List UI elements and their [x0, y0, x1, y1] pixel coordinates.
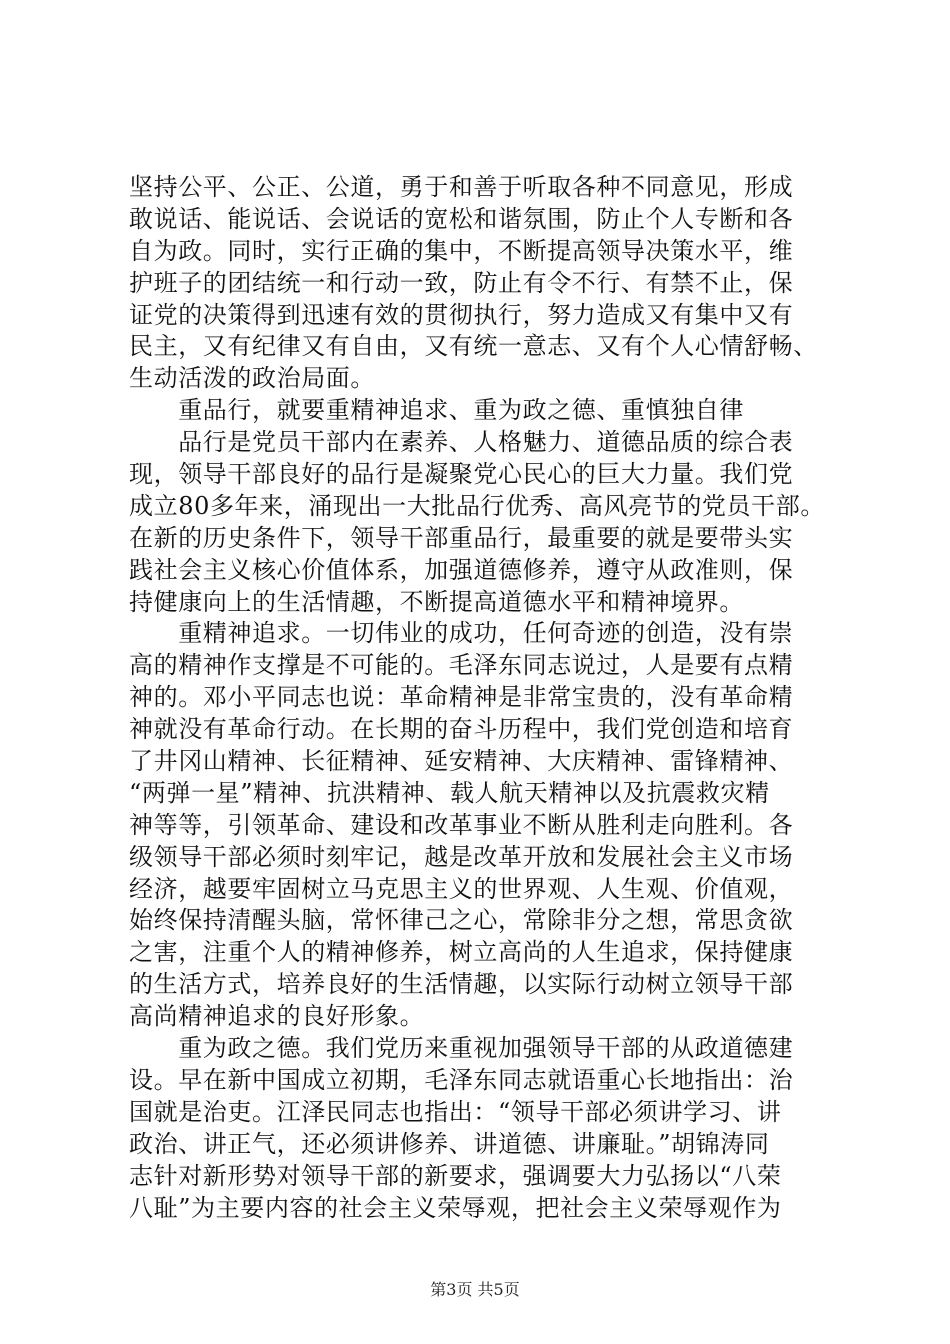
text-line: 重精神追求。一切伟业的成功，任何奇迹的创造，没有崇 [129, 619, 794, 648]
text-line: 级领导干部必须时刻牢记，越是改革开放和发展社会主义市场 [129, 842, 794, 871]
text-line: 神就没有革命行动。在长期的奋斗历程中，我们党创造和培育 [129, 715, 794, 744]
text-line: 设。早在新中国成立初期，毛泽东同志就语重心长地指出：治 [129, 1065, 794, 1094]
text-line: 民主，又有纪律又有自由，又有统一意志、又有个人心情舒畅、 [129, 332, 818, 361]
text-line: 政治、讲正气，还必须讲修养、讲道德、讲廉耻。”胡锦涛同 [129, 1129, 770, 1158]
text-line: 八耻”为主要内容的社会主义荣辱观，把社会主义荣辱观作为 [129, 1193, 782, 1222]
text-line: 神的。邓小平同志也说：革命精神是非常宝贵的，没有革命精 [129, 683, 794, 712]
text-line: 高尚精神追求的良好形象。 [129, 1002, 425, 1031]
text-line: 现，领导干部良好的品行是凝聚党心民心的巨大力量。我们党 [129, 460, 794, 489]
text-line: 证党的决策得到迅速有效的贯彻执行，努力造成又有集中又有 [129, 300, 794, 329]
text-line: 国就是治吏。江泽民同志也指出：“领导干部必须讲学习、讲 [129, 1097, 782, 1126]
text-line: 护班子的团结统一和行动一致，防止有令不行、有禁不止，保 [129, 268, 794, 297]
text-line: 的生活方式，培养良好的生活情趣，以实际行动树立领导干部 [129, 970, 794, 999]
text-line: 践社会主义核心价值体系，加强道德修养，遵守从政准则，保 [129, 555, 794, 584]
text-line: 生动活泼的政治局面。 [129, 364, 375, 393]
text-line: 重为政之德。我们党历来重视加强领导干部的从政道德建 [129, 1034, 794, 1063]
text-line: 成立80多年来，涌现出一大批品行优秀、高风亮节的党员干部。 [129, 491, 825, 520]
section-heading: 重品行，就要重精神追求、重为政之德、重慎独自律 [129, 396, 744, 425]
text-line: 高的精神作支撑是不可能的。毛泽东同志说过，人是要有点精 [129, 651, 794, 680]
text-line: 敢说话、能说话、会说话的宽松和谐氛围，防止个人专断和各 [129, 204, 794, 233]
text-line: 自为政。同时，实行正确的集中，不断提高领导决策水平，维 [129, 236, 794, 265]
text-line: 在新的历史条件下，领导干部重品行，最重要的就是要带头实 [129, 523, 794, 552]
text-line: “两弹一星”精神、抗洪精神、载人航天精神以及抗震救灾精 [129, 778, 770, 807]
text-line: 志针对新形势对领导干部的新要求，强调要大力弘扬以“八荣 [129, 1161, 782, 1190]
text-line: 经济，越要牢固树立马克思主义的世界观、人生观、价值观， [129, 874, 794, 903]
text-line: 之害，注重个人的精神修养，树立高尚的人生追求，保持健康 [129, 938, 794, 967]
page-number-footer: 第3页 共5页 [430, 1280, 520, 1299]
text-line: 坚持公平、公正、公道，勇于和善于听取各种不同意见，形成 [129, 173, 794, 201]
document-body [129, 172, 829, 1224]
text-line: 品行是党员干部内在素养、人格魅力、道德品质的综合表 [129, 428, 794, 457]
text-line: 始终保持清醒头脑，常怀律己之心，常除非分之想，常思贪欲 [129, 906, 794, 935]
text-line: 持健康向上的生活情趣，不断提高道德水平和精神境界。 [129, 587, 744, 616]
text-line: 了井冈山精神、长征精神、延安精神、大庆精神、雷锋精神、 [129, 747, 794, 776]
text-line: 神等等，引领革命、建设和改革事业不断从胜利走向胜利。各 [129, 810, 794, 839]
